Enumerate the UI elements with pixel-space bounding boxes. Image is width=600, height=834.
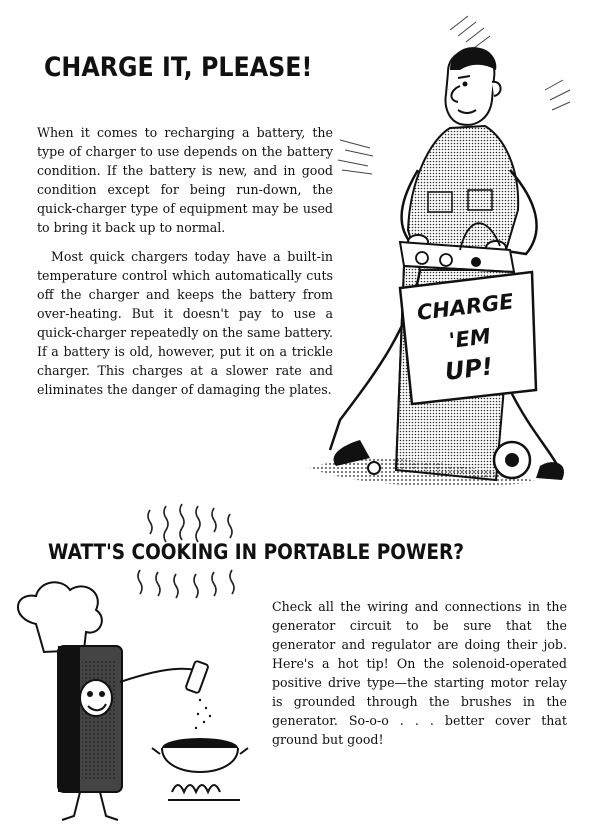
article-title-watts-cooking: WATT'S COOKING IN PORTABLE POWER? — [48, 540, 464, 565]
sign-line-3: UP! — [443, 352, 495, 386]
steam-squiggles-icon — [138, 504, 234, 598]
article-title-charge-it: CHARGE IT, PLEASE! — [44, 52, 313, 83]
article1-paragraph-2: Most quick chargers today have a built-in temperature control which automatically cuts off the charger and keeps the battery from over-heating. But it doesn't pay to use a quick-charger repeatedly on the same battery. If a battery is old, however, put it on a trickle charger. This charges at a slower rate and eliminates the danger of damaging the plates. — [37, 249, 333, 397]
sign-line-2: 'EM — [447, 324, 492, 353]
mechanic-head — [446, 47, 501, 125]
charge-em-up-sign — [400, 272, 536, 404]
article2-paragraph: Check all the wiring and connections in the generator circuit to be sure that the generator and regulator are doing their job. Here's a hot tip! On the solenoid-operated positive drive type—the starting motor relay is grounded through the brushes in the generator. So-o-o . . . better cover that ground but good! — [272, 599, 567, 747]
mechanic-pushing-charger-illustration — [300, 10, 600, 500]
sign-line-1: CHARGE — [415, 289, 515, 325]
article1-paragraph-1: When it comes to recharging a battery, the type of charger to use depends on the battery condition. If the battery is new, and in good condition except for being run-down, the quick-charger type of equipment may be used to bring it back up to normal. — [37, 125, 333, 235]
battery-chef-illustration — [0, 500, 270, 834]
